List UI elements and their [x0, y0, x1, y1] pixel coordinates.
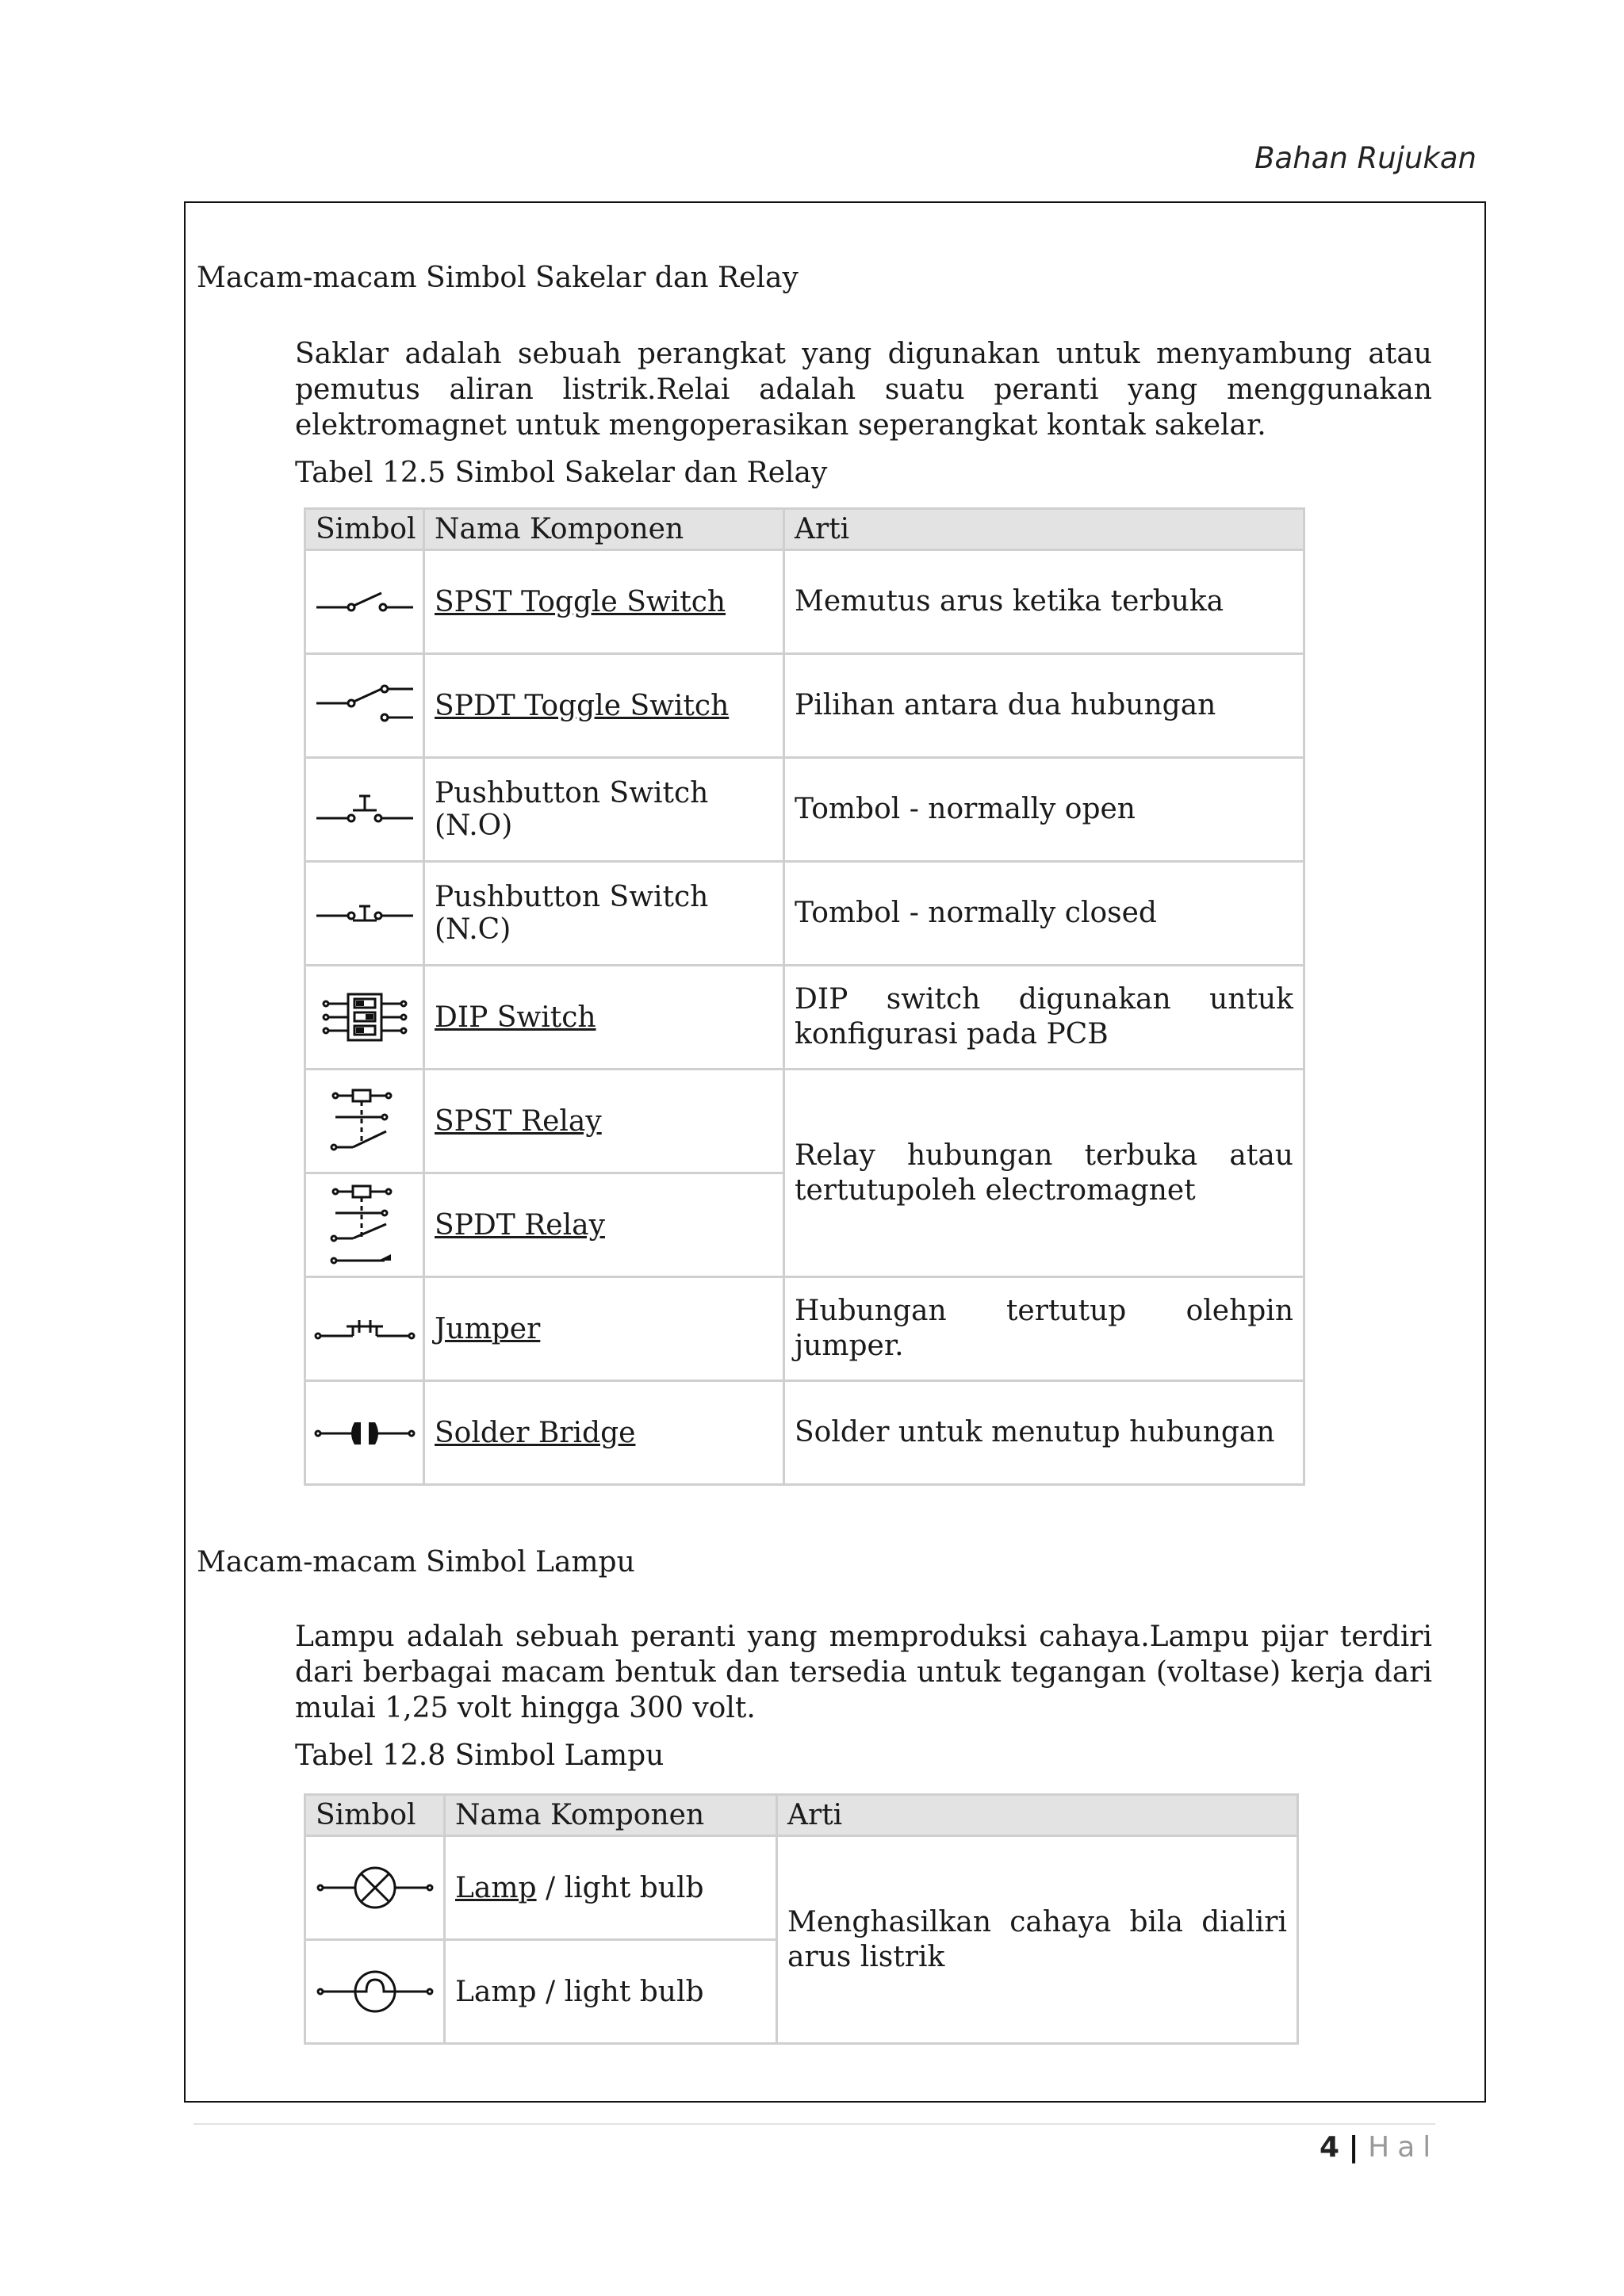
- column-header-simbol: Simbol: [305, 509, 424, 550]
- spdt-toggle-switch-icon: [313, 678, 416, 733]
- column-header-nama-komponen: Nama Komponen: [424, 509, 784, 550]
- column-header-arti: Arti: [777, 1795, 1298, 1836]
- table-row: [305, 1070, 1304, 1173]
- component-name: Pushbutton Switch (N.O): [424, 758, 784, 862]
- spst-toggle-switch-icon: [313, 582, 416, 622]
- paragraph-lamps: Lampu adalah sebuah peranti yang memproduksi cahaya.Lampu pijar terdiri dari berbagai macam bentuk dan tersedia untuk tegangan (voltase) kerja dari mulai 1,25 volt hingga 300 volt.: [295, 1621, 1432, 1724]
- page-number: [1320, 2131, 1438, 2164]
- component-meaning: Tombol - normally closed: [784, 862, 1304, 966]
- component-meaning: Menghasilkan cahaya bila dialiri arus listrik: [777, 1836, 1298, 2044]
- component-meaning: Solder untuk menutup hubungan: [784, 1381, 1304, 1485]
- component-meaning: Tombol - normally open: [784, 758, 1304, 862]
- dip-switch-icon: [321, 989, 408, 1045]
- component-name-link[interactable]: SPDT Relay: [435, 1208, 605, 1242]
- solder-bridge-icon: [313, 1413, 416, 1452]
- jumper-icon: [313, 1309, 416, 1349]
- component-name-link[interactable]: Solder Bridge: [435, 1416, 636, 1449]
- table-header-row: [305, 1795, 1298, 1836]
- table-row: [305, 758, 1304, 862]
- table-header-row: [305, 509, 1304, 550]
- caption-table-12-8: Tabel 12.8 Simbol Lampu: [295, 1739, 665, 1772]
- table-row: [305, 1381, 1304, 1485]
- column-header-arti: Arti: [784, 509, 1304, 550]
- component-name-link[interactable]: Jumper: [435, 1312, 541, 1345]
- column-header-nama-komponen: Nama Komponen: [445, 1795, 777, 1836]
- lamp-filament-icon: [316, 1964, 435, 2019]
- pushbutton-nc-icon: [313, 894, 416, 933]
- table-row: [305, 862, 1304, 966]
- component-name: Pushbutton Switch (N.C): [424, 862, 784, 966]
- table-row: [305, 966, 1304, 1070]
- section-title-lamps: Macam-macam Simbol Lampu: [197, 1546, 635, 1578]
- component-meaning: Pilihan antara dua hubungan: [784, 654, 1304, 758]
- page-label: Hal: [1368, 2131, 1439, 2164]
- table-row: [305, 654, 1304, 758]
- spdt-relay-icon: [329, 1181, 400, 1269]
- lamp-table: [304, 1793, 1299, 2045]
- page-number-separator: |: [1348, 2131, 1359, 2164]
- paragraph-switches: Saklar adalah sebuah perangkat yang digunakan untuk menyambung atau pemutus aliran listrik.Relai adalah suatu peranti yang menggunakan elektromagnet untuk mengoperasikan seperangkat kontak sakelar.: [295, 338, 1432, 442]
- table-row: [305, 1836, 1298, 1940]
- component-name: Lamp / light bulb: [445, 1940, 777, 2044]
- table-row: [305, 550, 1304, 654]
- pushbutton-no-icon: [313, 790, 416, 829]
- component-meaning: Memutus arus ketika terbuka: [784, 550, 1304, 654]
- component-name-link[interactable]: Lamp: [455, 1871, 537, 1904]
- component-name-suffix: / light bulb: [536, 1871, 704, 1904]
- component-name-link[interactable]: SPDT Toggle Switch: [435, 689, 730, 722]
- component-name-link[interactable]: SPST Relay: [435, 1104, 602, 1138]
- spst-relay-icon: [329, 1085, 400, 1157]
- running-header: Bahan Rujukan: [1254, 141, 1477, 175]
- component-meaning: Relay hubungan terbuka atau tertutupoleh electromagnet: [784, 1070, 1304, 1277]
- table-row: [305, 1277, 1304, 1381]
- column-header-simbol: Simbol: [305, 1795, 445, 1836]
- lamp-cross-icon: [316, 1860, 435, 1915]
- page-number-value: 4: [1320, 2131, 1340, 2164]
- component-name-link[interactable]: SPST Toggle Switch: [435, 585, 726, 618]
- section-title-switches: Macam-macam Simbol Sakelar dan Relay: [197, 262, 799, 294]
- component-meaning: DIP switch digunakan untuk konfigurasi pada PCB: [784, 966, 1304, 1070]
- caption-table-12-5: Tabel 12.5 Simbol Sakelar dan Relay: [295, 457, 828, 489]
- footer-divider: [193, 2123, 1435, 2125]
- component-name-link[interactable]: DIP Switch: [435, 1001, 596, 1034]
- component-meaning: Hubungan tertutup olehpin jumper.: [784, 1277, 1304, 1381]
- switch-relay-table: [304, 507, 1305, 1486]
